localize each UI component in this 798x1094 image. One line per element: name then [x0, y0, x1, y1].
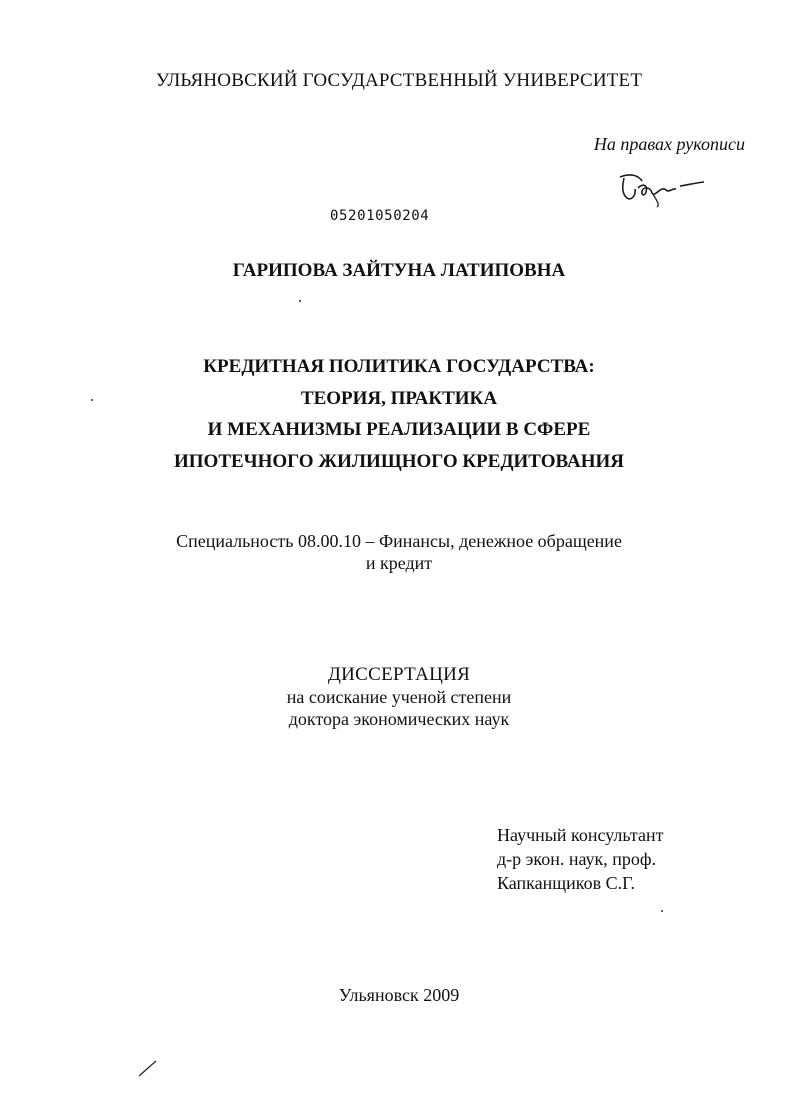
title-line: ИПОТЕЧНОГО ЖИЛИЩНОГО КРЕДИТОВАНИЯ	[174, 450, 624, 472]
author-name: ГАРИПОВА ЗАЙТУНА ЛАТИПОВНА	[232, 260, 566, 281]
advisor-line: д-р экон. наук, проф.	[497, 849, 657, 869]
title-line: И МЕХАНИЗМЫ РЕАЛИЗАЦИИ В СФЕРЕ	[207, 419, 591, 440]
city-year: Ульяновск 2009	[338, 985, 460, 1005]
title-line: КРЕДИТНАЯ ПОЛИТИКА ГОСУДАРСТВА:	[203, 356, 595, 377]
pen-stroke-mark	[137, 1058, 159, 1078]
specialty-line: и кредит	[365, 553, 433, 573]
specialty-line: Специальность 08.00.10 – Финансы, денежное обращение	[176, 531, 622, 551]
scan-speck	[299, 300, 301, 302]
dissertation-degree	[0, 664, 798, 730]
registration-number: 05201050204	[330, 208, 430, 224]
dissertation-heading: ДИССЕРТАЦИЯ	[327, 664, 471, 685]
university-name: УЛЬЯНОВСКИЙ ГОСУДАРСТВЕННЫЙ УНИВЕРСИТЕТ	[155, 70, 643, 91]
manuscript-rights-label: На правах рукописи	[593, 134, 745, 154]
scan-speck	[91, 399, 93, 401]
signature-icon	[612, 165, 712, 209]
specialty	[0, 530, 798, 574]
scan-speck	[661, 910, 663, 912]
advisor-line: Научный консультант	[497, 825, 664, 845]
scientific-advisor	[497, 823, 664, 895]
degree-line: на соискание ученой степени	[286, 687, 512, 707]
advisor-line: Капканщиков С.Г.	[497, 873, 635, 893]
dissertation-title	[0, 351, 798, 477]
degree-line: доктора экономических наук	[288, 709, 510, 729]
title-line: ТЕОРИЯ, ПРАКТИКА	[300, 387, 498, 409]
